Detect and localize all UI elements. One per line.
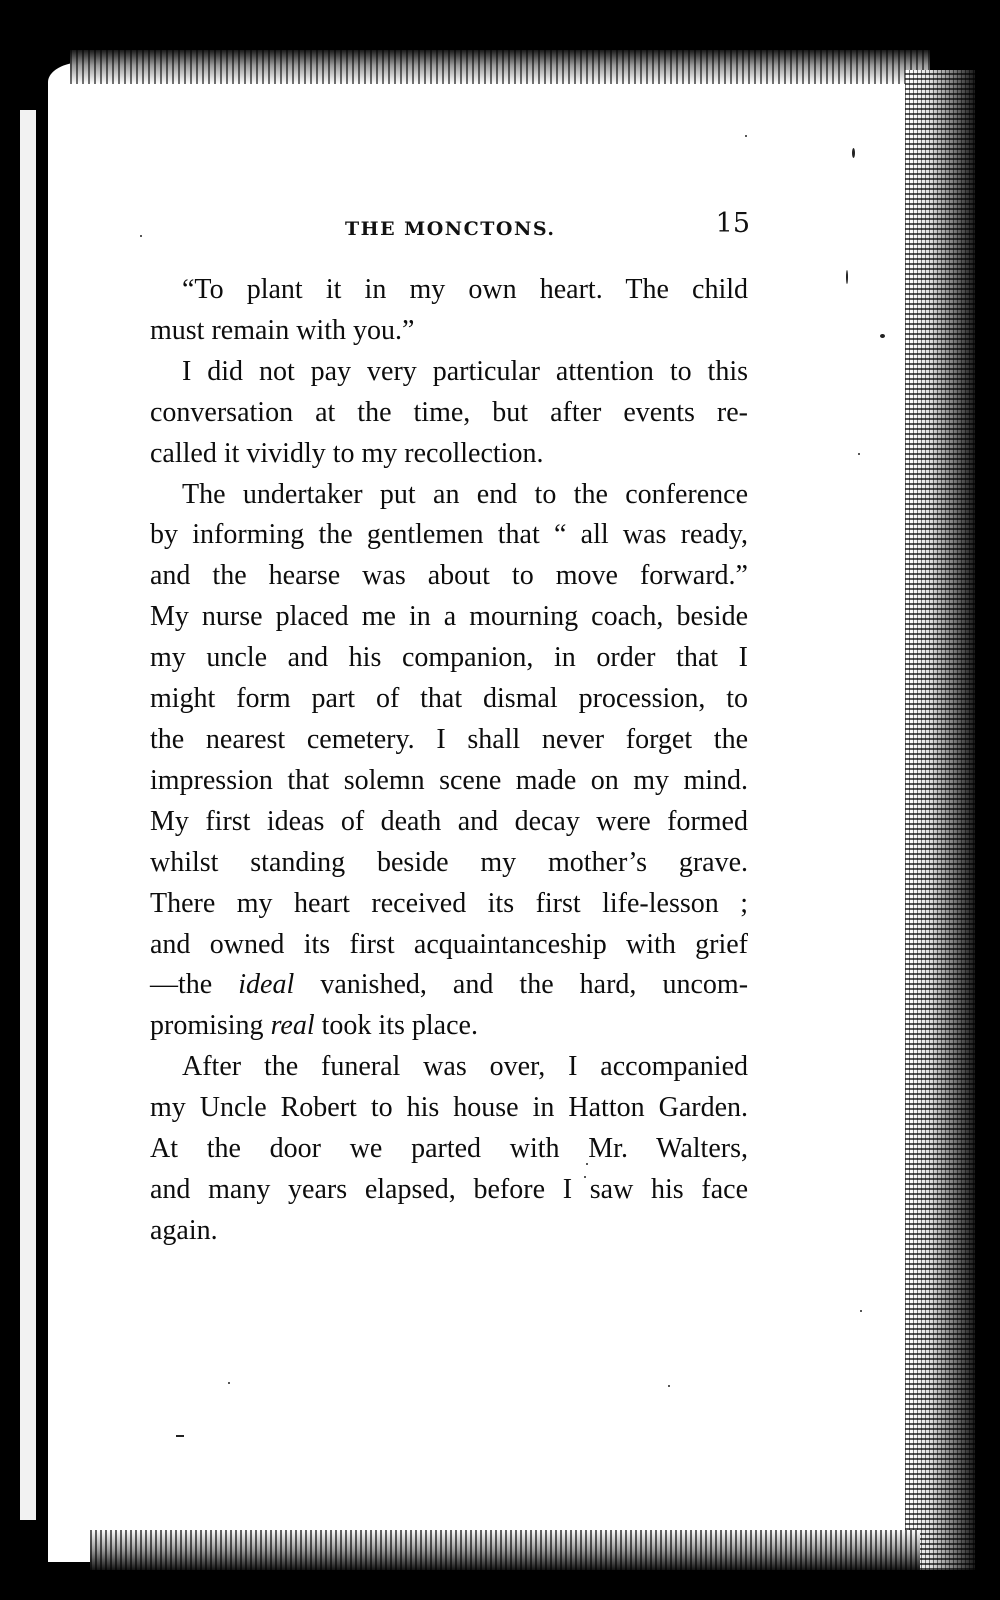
italic-word: real: [270, 1010, 315, 1042]
text-line: and many years elapsed, before I saw his face: [150, 1173, 748, 1205]
running-title: THE MONCTONS.: [345, 218, 556, 240]
text-fragment: —the: [150, 969, 213, 1001]
text-line: my uncle and his companion, in order that I: [150, 642, 748, 674]
text-fragment: took its place.: [321, 1010, 478, 1042]
text-line: impression that solemn scene made on my mind.: [150, 764, 748, 796]
text-fragment: promising: [150, 1010, 264, 1042]
scan-speck: [745, 135, 747, 137]
text-line: must remain with you.”: [150, 314, 415, 346]
running-head: [150, 208, 750, 248]
text-line: again.: [150, 1214, 218, 1246]
text-line: and owned its first acquaintanceship with grief: [150, 928, 748, 960]
scan-speck: [846, 270, 848, 284]
body-text: [150, 270, 748, 1252]
text-line: My nurse placed me in a mourning coach, beside: [150, 601, 748, 633]
text-line: “To plant it in my own heart. The child: [182, 274, 748, 305]
text-line: my Uncle Robert to his house in Hatton Garden.: [150, 1092, 748, 1124]
scan-speck: [860, 1310, 862, 1312]
italic-word: ideal: [238, 969, 295, 1001]
text-fragment: vanished, and the hard, uncom-: [320, 969, 749, 1001]
text-line: whilst standing beside my mother’s grave.: [150, 846, 748, 878]
text-line: [150, 965, 748, 1006]
scan-speck: [140, 235, 142, 237]
text-line: My first ideas of death and decay were formed: [150, 805, 748, 837]
text-line: At the door we parted with Mr. Walters,: [150, 1133, 748, 1165]
scan-speck: [176, 1435, 184, 1437]
text-line: by informing the gentlemen that “ all was ready,: [150, 519, 748, 551]
text-line: The undertaker put an end to the conference: [182, 478, 748, 510]
text-line: the nearest cemetery. I shall never forget the: [150, 723, 748, 755]
text-line: conversation at the time, but after events re-: [150, 396, 748, 428]
page-number: 15: [715, 208, 750, 239]
text-line: There my heart received its first life-lesson ;: [150, 887, 748, 919]
scan-speck: [668, 1385, 670, 1387]
right-scan-edge: [905, 70, 975, 1570]
text-line: [150, 1006, 748, 1047]
top-scan-edge: [70, 50, 930, 84]
text-line: After the funeral was over, I accompanied: [182, 1051, 748, 1083]
bottom-scan-edge: [90, 1530, 920, 1570]
text-line: I did not pay very particular attention to this: [182, 355, 748, 387]
text-line: called it vividly to my recollection.: [150, 437, 544, 469]
scan-speck: [880, 334, 885, 338]
left-page-edge: [20, 110, 36, 1520]
text-line: and the hearse was about to move forward.”: [150, 560, 748, 592]
scan-speck: [858, 453, 860, 455]
scan-speck: [852, 148, 855, 158]
text-line: might form part of that dismal procession, to: [150, 683, 748, 715]
scan-speck: [228, 1382, 230, 1384]
